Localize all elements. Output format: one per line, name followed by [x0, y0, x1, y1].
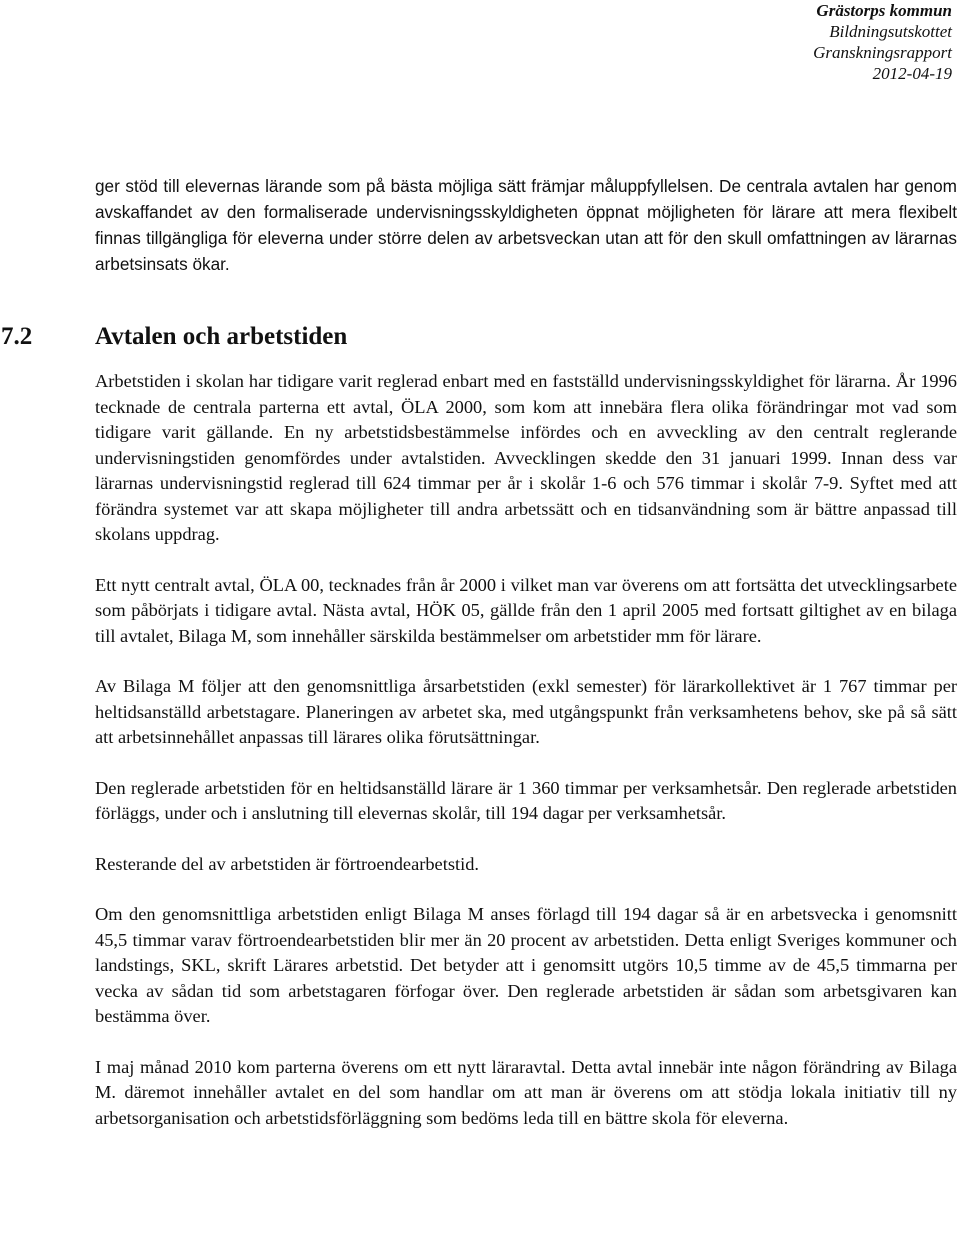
header-committee: Bildningsutskottet	[829, 22, 952, 41]
body-paragraph: Den reglerade arbetstiden för en heltidsanställd lärare är 1 360 timmar per verksamhetsår. Den reglerade arbetstiden förläggs, under och i anslutning till elevernas skolår, till 194 dagar per verksamhetsår.	[95, 777, 957, 823]
header-report-type: Granskningsrapport	[813, 43, 952, 62]
body-paragraph: I maj månad 2010 kom parterna överens om ett nytt läraravtal. Detta avtal innebär inte någon förändring av Bilaga M. däremot innehåller avtalet en del som handlar om att man är överens om att stödja lokala initiativ till ny arbetsorganisation och arbetstidsförläggning som bedöms leda till en bättre skola för eleverna.	[95, 1056, 957, 1128]
body-paragraph: Av Bilaga M följer att den genomsnittliga årsarbetstiden (exkl semester) för lärarkollektivet är 1 767 timmar per heltidsanställd arbetstagare. Planeringen av arbetet ska, med utgångspunkt från verksamhetens behov, ske på så sätt att arbetsinnehållet anpassas till lärares olika förutsättningar.	[95, 676, 957, 747]
section-body	[95, 369, 957, 1131]
section-title: Avtalen och arbetstiden	[95, 323, 348, 350]
header-organization: Grästorps kommun	[816, 1, 952, 20]
body-paragraph: Arbetstiden i skolan har tidigare varit reglerad enbart med en fastställd undervisningsskyldighet för lärarna. År 1996 tecknade de centrala parterna ett avtal, ÖLA 2000, som kom att innebära flera olika förändringar mot vad som tidigare varit gällande. En ny arbetstidsbestämmelse infördes och en avveckling av den centralt reglerande undervisningstiden genomfördes under avtalstiden. Avvecklingen skedde den 31 januari 1999. Innan dess var lärarnas undervisningstid reglerad till 624 timmar per år i skolår 1-6 och 576 timmar i skolår 7-9. Syftet med att förändra systemet var att skapa möjligheter till andra arbetssätt och en tidsanvändning som är bättre anpassad till skolans uppdrag.	[95, 371, 957, 544]
section-number: 7.2	[1, 323, 33, 350]
intro-section	[95, 173, 957, 277]
section-heading	[1, 323, 348, 351]
body-paragraph: Resterande del av arbetstiden är förtroendearbetstid.	[95, 853, 479, 874]
page-header	[813, 0, 952, 84]
body-paragraph: Om den genomsnittliga arbetstiden enligt Bilaga M anses förlagd till 194 dagar så är en arbetsvecka i genomsnitt 45,5 timmar varav förtroendearbetstiden blir mer än 20 procent av arbetstiden. Detta enligt Sveriges kommuner och landstings, SKL, skrift Lärares arbetstid. Det betyder att i genomsitt utgörs 10,5 timme av de 45,5 timmarna per vecka av sådan tid som arbetstagaren förfogar över. Den reglerade arbetstiden är sådan som arbetsgivaren kan bestämma över.	[95, 904, 957, 1026]
header-date: 2012-04-19	[872, 64, 952, 83]
intro-paragraph: ger stöd till elevernas lärande som på bästa möjliga sätt främjar måluppfyllelsen. De centrala avtalen har genom avskaffandet av den formaliserade undervisningsskyldigheten öppnat möjligheten för lärare att mera flexibelt finnas tillgängliga för eleverna under större delen av arbetsveckan utan att för den skull omfattningen av lärarnas arbetsinsats ökar.	[95, 176, 957, 274]
body-paragraph: Ett nytt centralt avtal, ÖLA 00, tecknades från år 2000 i vilket man var överens om att fortsätta det utvecklingsarbete som påbörjats i tidigare avtal. Nästa avtal, HÖK 05, gällde från den 1 april 2005 med fortsatt giltighet av en bilaga till avtalet, Bilaga M, som innehåller särskilda bestämmelser om arbetstider mm för lärare.	[95, 574, 957, 646]
